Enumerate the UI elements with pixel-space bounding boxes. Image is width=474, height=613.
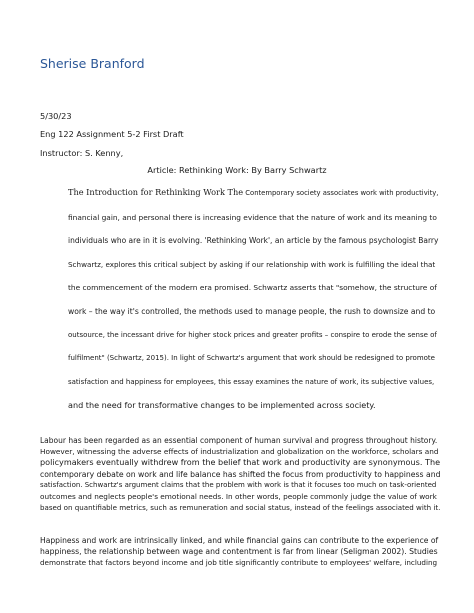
intro-paragraph xyxy=(68,181,438,418)
para-line: happiness, the relationship between wage and contentment is far from linear (Seligman 2002). Studies xyxy=(40,547,438,557)
para-line: contemporary debate on work and life balance has shifted the focus from productivity to happiness and xyxy=(40,469,441,479)
instructor-line: Instructor: S. Kenny, xyxy=(40,148,124,158)
body-paragraph-happiness xyxy=(40,535,440,569)
course-line: Eng 122 Assignment 5-2 First Draft xyxy=(40,129,184,139)
intro-line: Schwartz, explores this critical subject by asking if our relationship with work is fulfilling the ideal that xyxy=(68,259,436,269)
para-line: outcomes and neglects people's emotional needs. In other words, people commonly judge the value of work xyxy=(40,492,437,502)
intro-line: financial gain, and personal there is increasing evidence that the nature of work and its meaning to xyxy=(68,212,437,222)
para-line: Labour has been regarded as an essential component of human survival and progress throughout history. xyxy=(40,436,438,445)
body-paragraph-labour xyxy=(40,435,440,513)
intro-line: satisfaction and happiness for employees, this essay examines the nature of work, its subjective values, xyxy=(68,377,435,386)
author-name: Sherise Branford xyxy=(40,56,145,71)
date: 5/30/23 xyxy=(40,111,72,121)
intro-line-text: Contemporary society associates work with productivity, xyxy=(243,189,439,197)
intro-line: and the need for transformative changes to be implemented across society. xyxy=(68,400,376,411)
para-line: However, witnessing the adverse effects of industrialization and globalization on the workforce, scholars and xyxy=(40,447,439,457)
para-line: satisfaction. Schwartz's argument claims that the problem with work is that it focuses too much on task-oriented xyxy=(40,480,437,489)
para-line: demonstrate that factors beyond income and job title significantly contribute to employees' welfare, including xyxy=(40,558,438,568)
para-line: based on quantifiable metrics, such as remuneration and social status, instead of the feelings associated with it. xyxy=(40,503,441,513)
intro-lead: The Introduction for Rethinking Work The xyxy=(68,187,244,197)
intro-line xyxy=(68,181,438,206)
intro-line: the commencement of the modern era promised. Schwartz asserts that "somehow, the structure of xyxy=(68,283,437,293)
article-title: Article: Rethinking Work: By Barry Schwartz xyxy=(147,165,327,175)
intro-line: individuals who are in it is evolving. 'Rethinking Work', an article by the famous psychologist Barry xyxy=(68,236,439,246)
para-line: policymakers eventually withdrew from the belief that work and productivity are synonymous. The xyxy=(40,457,441,468)
intro-line: outsource, the incessant drive for higher stock prices and greater profits – conspire to erode the sense of xyxy=(68,330,437,339)
intro-line: fulfilment" (Schwartz, 2015). In light of Schwartz's argument that work should be redesigned to promote xyxy=(68,354,435,363)
intro-line: work – the way it's controlled, the methods used to manage people, the rush to downsize and to xyxy=(68,306,436,316)
para-line: Happiness and work are intrinsically linked, and while financial gains can contribute to the experience of xyxy=(40,536,439,545)
